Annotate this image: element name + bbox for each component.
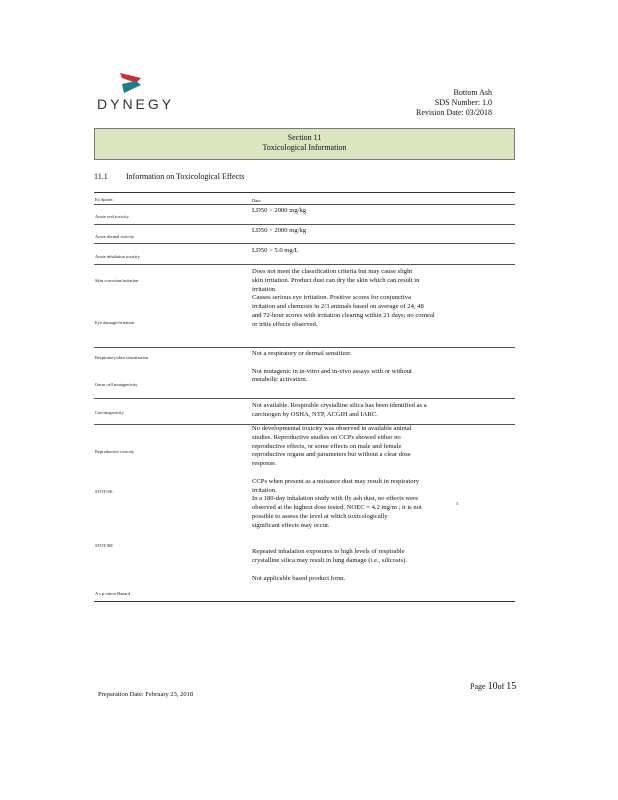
data-line: and 72-hour scores with irritation clearing within 21 days; no corneal [252,311,435,319]
data-line: LD50 > 2000 mg/kg [252,207,307,214]
endpoint-cell: Acute inhalation toxicity [95,254,140,259]
endpoint-cell: Skin corrosion/irritation [95,278,139,283]
data-line: possible to assess the level at which toxicologically [252,512,388,520]
data-line: metabolic activation. [252,376,308,384]
data-line: No developmental toxicity was observed in available animal [252,425,412,432]
data-cell [252,247,514,256]
subsection-number: 11.1 [94,172,108,181]
page-label: Page [470,682,486,691]
data-line: Causes serious eye irritation. Positive scores for conjunctiva [252,294,411,302]
endpoint-cell: Respiratory/skin sensitization [95,355,149,360]
section-title: Section 11 [287,133,322,142]
data-line: observed at the highest dose tested. NOEC = 4.2 mg/m ; it is not [252,504,422,512]
data-line: skin irritation. Product dust can dry the skin which can result in [252,276,420,284]
data-line: studies. Reproductive studies on CCPs showed either no [252,433,401,441]
data-line: Repeated inhalation exposures to high levels of respirable [252,548,405,556]
toxicology-table [94,192,515,602]
endpoint-cell: Eye damage/irritation [95,320,135,325]
data-line [252,566,514,575]
table-row [94,224,515,243]
endpoint-cell: Carcinogenicity [95,410,124,415]
header-endpoint: Ex dpoint [95,197,113,202]
data-line: significant effects may occur. [252,521,330,529]
data-cell [252,350,514,385]
table-row [94,204,515,224]
endpoint-cell: Reproductive toxicity [95,449,135,454]
superscript: 3 [456,501,458,506]
data-line: LD50 > 2000 mg/kg [252,227,307,234]
endpoint-cell: STOT-RE [95,543,114,548]
table-row [94,347,515,398]
table-row [94,264,515,347]
table-row [94,243,515,264]
data-line: CCPs when present as a nuisance dust may result in respiratory [252,477,420,485]
data-line [252,359,514,368]
data-cell [252,402,514,420]
data-line [252,469,514,478]
data-line: Not mutagenic in in-vitro and in-vivo assays with or without [252,367,412,375]
revision-date: Revision Date: 03/2018 [416,108,492,117]
data-line: Not a respiratory or dermal sensitizer. [252,350,352,357]
page-number [470,681,516,692]
data-line: carcinogen by OSHA, NTP, ACGIH and IARC. [252,410,378,418]
logo-text: DYNEGY [97,96,175,112]
page-current: 10 [487,681,498,692]
data-line: or iritis effects observed. [252,320,318,328]
document-info [416,88,492,118]
table-row [94,398,515,424]
preparation-date: Preparation Date: February 23, 2018 [98,691,194,698]
data-line: Not applicable based product form. [252,574,346,582]
data-line: LD50 > 5.0 mg/L [252,247,299,254]
endpoint-cell: STOT-SE [95,489,113,494]
subsection-heading [94,172,244,181]
data-line: In a 180-day inhalation study with fly ash dust, no effects were [252,495,419,503]
data-line: response. [252,460,277,468]
data-line: reproductive organs and parameters but without a clear dose [252,451,411,459]
data-cell [252,207,514,216]
data-line: Not available. Respirable crystalline silica has been identified as a [252,402,427,409]
data-cell [252,227,514,236]
data-line: irritation. [252,285,277,293]
subsection-title: Information on Toxicological Effects [126,172,245,181]
sds-number: SDS Number: 1.0 [434,98,492,107]
data-cell [252,268,514,330]
table-row [94,424,515,600]
header-data: Data [252,198,261,203]
endpoint-cell: Acute oral toxicity [95,214,129,219]
data-line: reproductive effects, or some effects on male and female [252,442,402,450]
page-total: 15 [506,681,517,692]
endpoint-cell: Germ cell mutagenicity [95,382,138,387]
page-of: of [497,682,505,691]
table-header-row [94,193,515,203]
data-line: Does not meet the classification criteria but may cause slight [252,268,413,275]
data-line [252,539,514,548]
product-name: Bottom Ash [453,88,492,97]
dynegy-mark-icon [119,72,143,94]
endpoint-cell: Acute dermal toxicity [95,234,135,239]
section-header [94,128,515,160]
data-line: crystalline silica may result in lung damage (i.e., silicosis). [252,556,407,564]
data-cell [252,425,514,583]
section-subtitle: Toxicological Information [262,143,347,152]
data-line [252,531,514,540]
data-line: irritation. [252,486,277,494]
data-line: irritation and chemosis in 2/3 animals based on average of 24, 48 [252,303,424,311]
endpoint-cell: A s p ration Hazard [95,591,130,596]
